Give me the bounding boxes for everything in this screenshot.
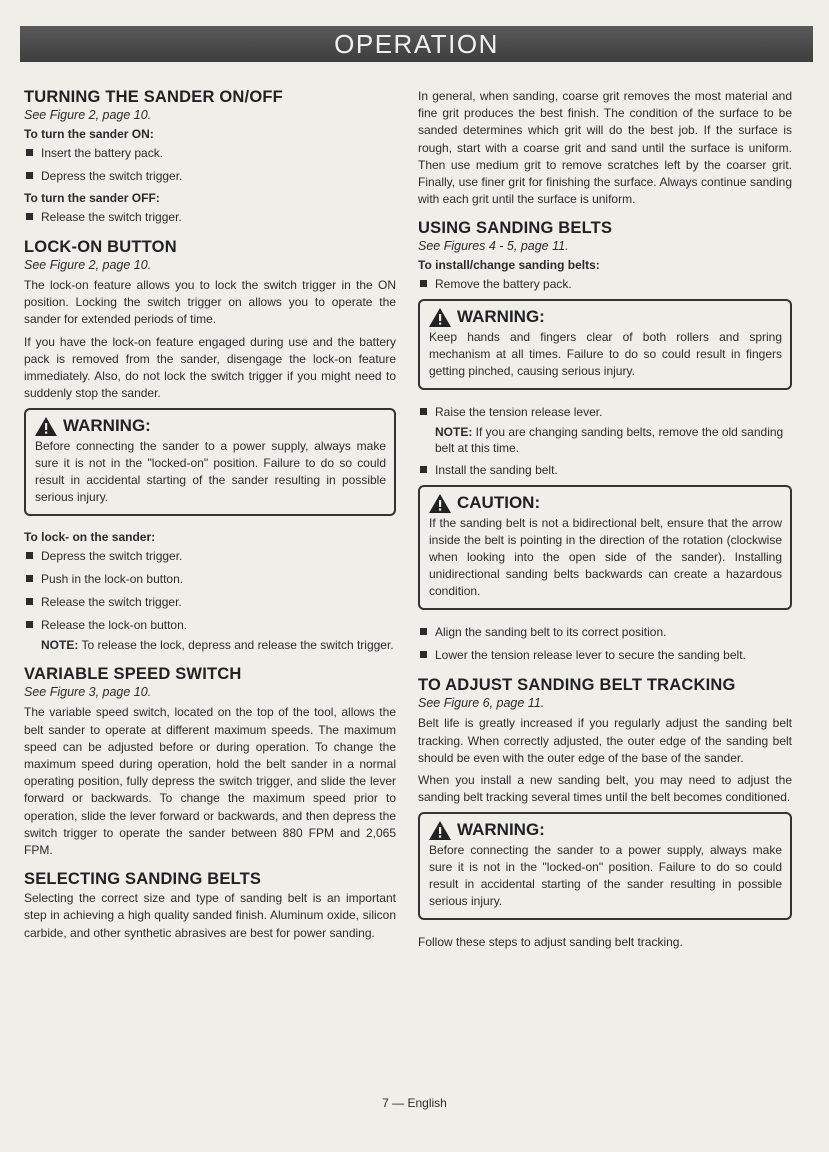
list-item: Raise the tension release lever. (418, 404, 792, 420)
heading-selecting-belts: SELECTING SANDING BELTS (24, 870, 262, 889)
bullet-icon (26, 172, 33, 179)
paragraph: Follow these steps to adjust sanding belt tracking. (418, 935, 683, 950)
figure-ref: See Figures 4 - 5, page 11. (418, 239, 569, 254)
paragraph: The variable speed switch, located on the top of the tool, allows the belt sander to operate at different maximum speeds. The maximum speed can be adjusted before or during operation. To change the maximum speed during operation, hold the belt sander in a normal operating position, fully depress the switch trigger, and slide the lever forward or backwards. To change the maximum speed prior to operation, slide the lever forward or backwards, and then depress the switch trigger to operate the sander between 880 FPM and 2,065 FPM. (24, 705, 396, 858)
list-item: Release the switch trigger. (24, 209, 396, 225)
caution-triangle-icon (429, 494, 451, 513)
subheading-install: To install/change sanding belts: (418, 258, 600, 273)
bullet-icon (420, 628, 427, 635)
heading-variable-speed: VARIABLE SPEED SWITCH (24, 665, 242, 684)
list-item: Depress the switch trigger. (24, 548, 396, 564)
warning-text: Before connecting the sander to a power supply, always make sure it is not in the "locked-on" position. Failure to do so could result in accidental starting of the sander resulting in possible serious injury. (429, 843, 782, 909)
figure-ref: See Figure 2, page 10. (24, 108, 152, 122)
banner-title: OPERATION (334, 28, 499, 59)
paragraph: In general, when sanding, coarse grit removes the most material and fine grit produces the best finish. The condition of the surface to be sanded determines which grit will do the best job. If the surface is rough, start with a coarse grit and sand until the surface is uniform. Then use medium grit to remove scratches left by the coarser grit. Finally, use finer grit for finishing the surface. Always continue sanding with each grit until the surface is uniform. (418, 89, 792, 207)
bullet-icon (26, 621, 33, 628)
warning-text: Before connecting the sander to a power supply, always make sure it is not in the "locked-on" position. Failure to do so could result in accidental starting of the sander resulting in possible serious injury. (35, 439, 386, 505)
bullet-list (418, 404, 792, 420)
bullet-list (418, 624, 792, 663)
subheading-lock-on: To lock- on the sander: (24, 530, 156, 545)
warning-triangle-icon (429, 821, 451, 840)
heading-belt-tracking: TO ADJUST SANDING BELT TRACKING (418, 676, 736, 695)
list-item: Align the sanding belt to its correct position. (418, 624, 792, 640)
paragraph: The lock-on feature allows you to lock the switch trigger in the ON position. Locking the switch trigger on allows you to operate the sander for extended periods of time. (24, 278, 396, 327)
warning-triangle-icon (35, 417, 57, 436)
heading-lock-on: LOCK-ON BUTTON (24, 238, 177, 256)
figure-ref: See Figure 2, page 10. (24, 258, 152, 272)
list-item: Install the sanding belt. (418, 462, 792, 478)
list-item: Lower the tension release lever to secure the sanding belt. (418, 647, 792, 663)
right-column (418, 88, 792, 957)
bullet-list (418, 276, 792, 292)
bullet-icon (26, 213, 33, 220)
warning-box (24, 408, 396, 516)
paragraph: Selecting the correct size and type of sanding belt is an important step in achieving a high quality sanded finish. Aluminum oxide, silicon carbide, and other synthetic abrasives are best for power sanding. (24, 891, 396, 940)
bullet-list (24, 145, 396, 184)
list-item: Push in the lock-on button. (24, 571, 396, 587)
warning-title: WARNING: (63, 416, 151, 436)
list-item: Depress the switch trigger. (24, 168, 396, 184)
bullet-list (24, 209, 396, 225)
warning-text: Keep hands and fingers clear of both rollers and spring mechanism at all times. Failure to do so could result in fingers getting pinched, causing serious injury. (429, 330, 782, 379)
warning-box (418, 299, 792, 390)
caution-title: CAUTION: (457, 493, 541, 513)
bullet-icon (420, 651, 427, 658)
bullet-icon (26, 575, 33, 582)
left-column (24, 88, 396, 947)
bullet-list (24, 548, 396, 633)
paragraph: When you install a new sanding belt, you may need to adjust the sanding belt tracking several times until the belt becomes conditioned. (418, 773, 792, 805)
bullet-icon (420, 280, 427, 287)
heading-turning-on-off: TURNING THE SANDER ON/OFF (24, 88, 283, 106)
subheading-turn-off: To turn the sander OFF: (24, 191, 160, 205)
bullet-icon (26, 552, 33, 559)
bullet-icon (420, 466, 427, 473)
caution-text: If the sanding belt is not a bidirectional belt, ensure that the arrow inside the belt is pointing in the direction of the rotation (clockwise when looking into the open side of the sander). Installing unidirectional sanding belts backwards can create a hazardous condition. (429, 516, 782, 599)
bullet-icon (420, 408, 427, 415)
warning-title: WARNING: (457, 307, 545, 327)
heading-using-belts: USING SANDING BELTS (418, 219, 613, 238)
caution-box (418, 485, 792, 610)
figure-ref: See Figure 6, page 11. (418, 696, 545, 711)
bullet-icon (26, 598, 33, 605)
bullet-icon (26, 149, 33, 156)
figure-ref: See Figure 3, page 10. (24, 685, 152, 700)
note: NOTE: If you are changing sanding belts, remove the old sanding belt at this time. (435, 425, 784, 456)
bullet-list (418, 462, 792, 478)
list-item: Release the switch trigger. (24, 594, 396, 610)
warning-box (418, 812, 792, 920)
list-item: Remove the battery pack. (418, 276, 792, 292)
section-banner (20, 26, 813, 62)
page-footer: 7 — English (382, 1096, 447, 1110)
subheading-turn-on: To turn the sander ON: (24, 127, 154, 141)
paragraph: Belt life is greatly increased if you regularly adjust the sanding belt tracking. When correctly adjusted, the outer edge of the sanding belt should be even with the outer edge of the base of the sander. (418, 716, 792, 765)
warning-title: WARNING: (457, 820, 545, 840)
paragraph: If you have the lock-on feature engaged during use and the battery pack is removed from the sander, disengage the lock-on feature immediately. Also, do not lock the switch trigger if you might need to suddenly stop the sander. (24, 334, 396, 401)
warning-triangle-icon (429, 308, 451, 327)
list-item: Release the lock-on button. (24, 617, 396, 633)
list-item: Insert the battery pack. (24, 145, 396, 161)
note: NOTE: To release the lock, depress and release the switch trigger. (41, 638, 394, 653)
